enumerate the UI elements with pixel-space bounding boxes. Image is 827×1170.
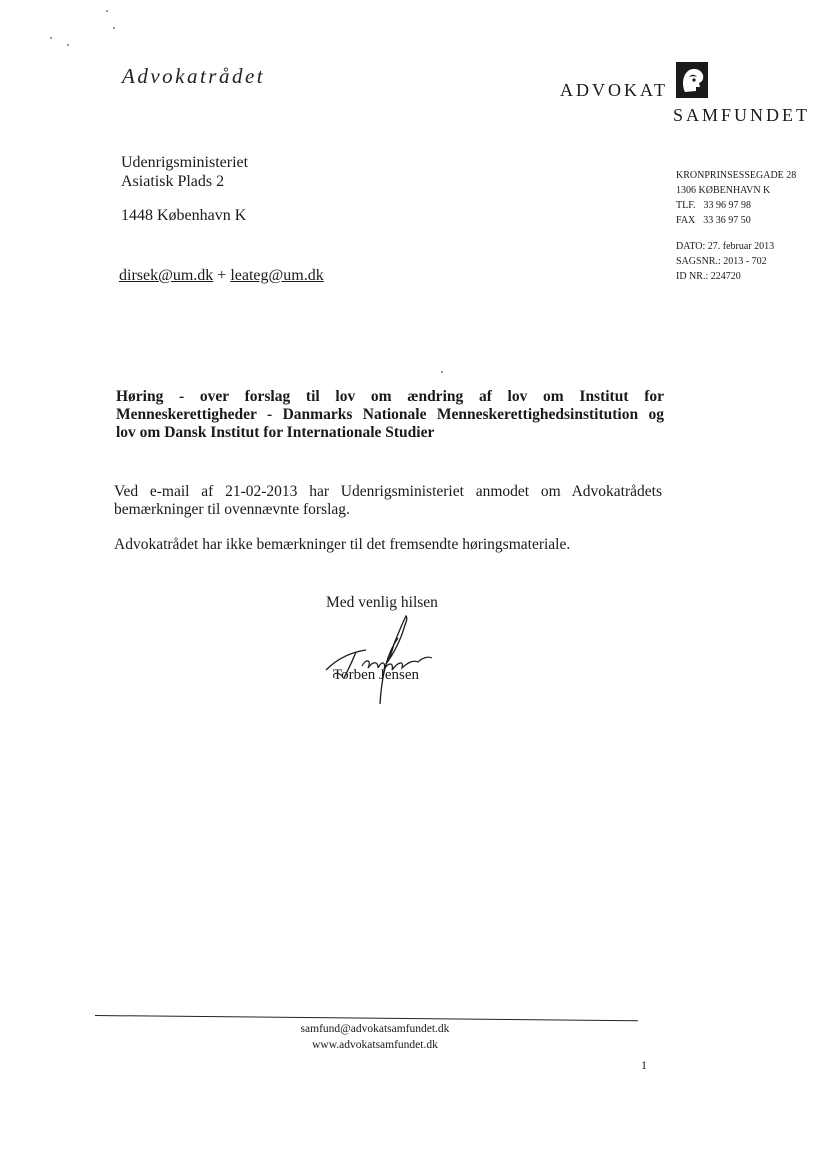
recipient-name: Udenrigsministeriet	[121, 154, 249, 171]
phone-label: TLF.	[676, 200, 696, 211]
subject-line-2: Menneskerettigheder - Danmarks Nationale Menneskerettighedsinstitution og	[116, 406, 664, 423]
sender-phone	[676, 198, 796, 213]
footer-website[interactable]: www.advokatsamfundet.dk	[312, 1039, 438, 1051]
advokatsamfundet-logo-icon	[676, 62, 708, 98]
email-link-dirsek[interactable]: dirsek@um.dk	[119, 267, 214, 284]
scan-speck	[106, 10, 108, 12]
phone-number: 33 96 97 98	[703, 200, 751, 211]
scan-speck	[113, 27, 115, 29]
logo-wordmark-top: ADVOKAT	[560, 80, 668, 100]
sender-contact-block	[676, 168, 796, 284]
id-number: ID NR.: 224720	[676, 271, 741, 282]
email-link-leateg[interactable]: leateg@um.dk	[230, 267, 324, 284]
closing-greeting: Med venlig hilsen	[326, 594, 438, 611]
paragraph-1-line-2: bemærkninger til ovennævnte forslag.	[114, 501, 350, 518]
recipient-city: 1448 København K	[121, 207, 247, 224]
sender-city: 1306 KØBENHAVN K	[676, 185, 771, 196]
sender-street: KRONPRINSESSEGADE 28	[676, 170, 797, 181]
fax-label: FAX	[676, 215, 696, 226]
scan-speck	[50, 37, 52, 39]
body-paragraph-2: Advokatrådet har ikke bemærkninger til det fremsendte høringsmateriale.	[114, 536, 571, 553]
footer-contact	[250, 1021, 500, 1053]
scan-speck	[67, 44, 69, 46]
body-paragraph-1	[114, 483, 662, 519]
scan-speck	[441, 371, 443, 373]
paragraph-1-line-1: Ved e-mail af 21-02-2013 har Udenrigsministeriet anmodet om Advokatrådets	[114, 483, 662, 500]
signer-name: Torben Jensen	[333, 667, 420, 683]
handwritten-signature-icon	[322, 612, 442, 708]
footer-email[interactable]: samfund@advokatsamfundet.dk	[300, 1023, 450, 1035]
fax-number: 33 36 97 50	[703, 215, 751, 226]
case-number: SAGSNR.: 2013 - 702	[676, 256, 767, 267]
subject-line-1: Høring - over forslag til lov om ændring af lov om Institut for	[116, 388, 664, 405]
email-joiner: +	[217, 267, 227, 284]
recipient-address	[121, 153, 248, 225]
letter-subject	[116, 388, 664, 442]
subject-line-3: lov om Dansk Institut for Internationale Studier	[116, 424, 435, 441]
recipient-street: Asiatisk Plads 2	[121, 173, 225, 190]
letter-date: DATO: 27. februar 2013	[676, 241, 775, 252]
sender-fax	[676, 213, 796, 228]
page-number: 1	[641, 1058, 647, 1072]
recipient-emails	[119, 267, 324, 285]
logo-wordmark-bottom: SAMFUNDET	[673, 105, 811, 125]
sender-script-title: Advokatrådet	[122, 64, 266, 88]
